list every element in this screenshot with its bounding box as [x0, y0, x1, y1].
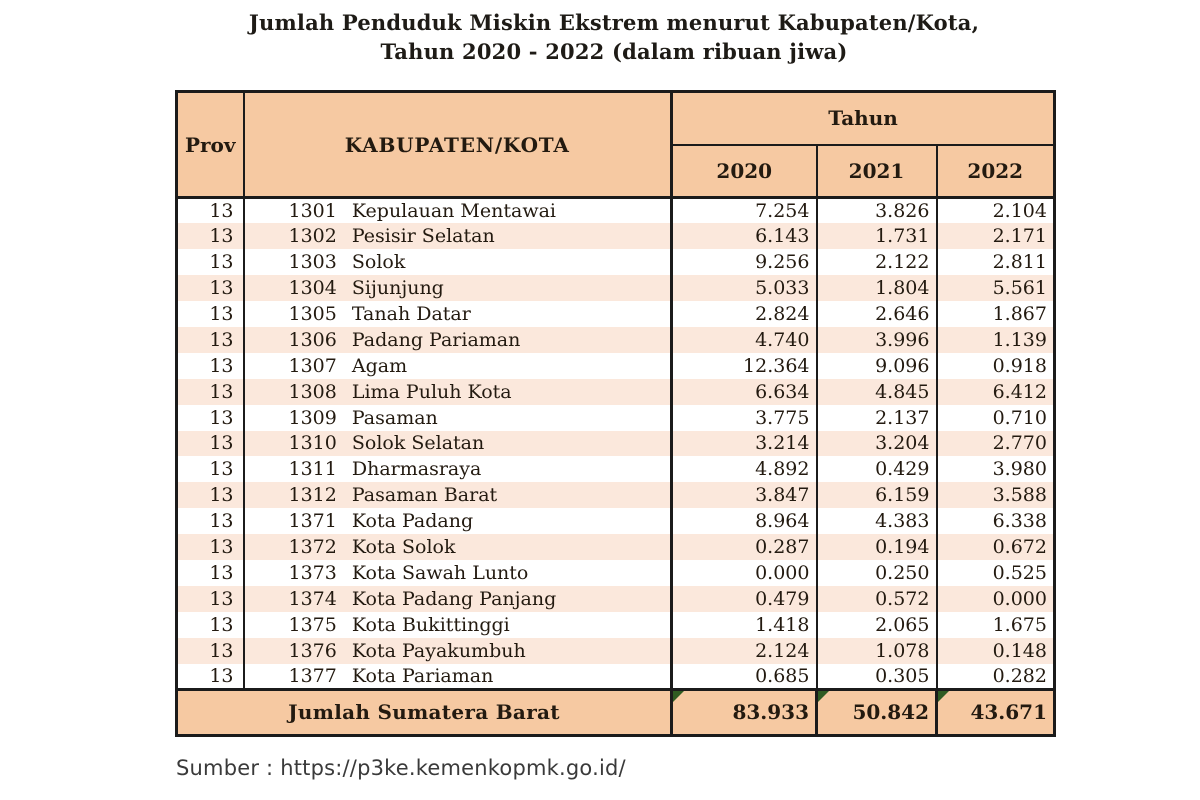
value-2022: 0.710 — [937, 405, 1055, 431]
prov-cell: 13 — [177, 456, 244, 482]
kabupaten-code: 1375 — [288, 613, 337, 636]
value-2021: 0.429 — [817, 456, 937, 482]
kabupaten-cell — [244, 379, 672, 405]
value-2020: 4.740 — [672, 327, 817, 353]
footer-total-2020 — [672, 689, 817, 735]
value-2020: 12.364 — [672, 353, 817, 379]
table-row — [177, 353, 1055, 379]
value-2020: 6.143 — [672, 223, 817, 249]
source-text: Sumber : https://p3ke.kemenkopmk.go.id/ — [176, 756, 626, 780]
kabupaten-cell — [244, 327, 672, 353]
table-row — [177, 327, 1055, 353]
value-2021: 3.826 — [817, 198, 937, 224]
table-body — [177, 198, 1055, 690]
title-line-2: Tahun 2020 - 2022 (dalam ribuan jiwa) — [380, 39, 848, 64]
value-2022: 2.770 — [937, 431, 1055, 457]
prov-cell: 13 — [177, 560, 244, 586]
table-row — [177, 223, 1055, 249]
header-prov: Prov — [177, 92, 244, 198]
value-2021: 2.065 — [817, 612, 937, 638]
kabupaten-code: 1371 — [288, 510, 337, 533]
kabupaten-name: Pasaman — [351, 406, 438, 429]
kabupaten-name: Kota Sawah Lunto — [351, 561, 529, 584]
value-2022: 0.282 — [937, 664, 1055, 690]
value-2021: 0.250 — [817, 560, 937, 586]
kabupaten-code: 1306 — [288, 328, 337, 351]
kabupaten-code: 1304 — [288, 277, 337, 300]
value-2020: 8.964 — [672, 508, 817, 534]
table-row — [177, 612, 1055, 638]
green-corner-triangle-icon — [673, 691, 684, 702]
value-2021: 9.096 — [817, 353, 937, 379]
kabupaten-code: 1373 — [288, 561, 337, 584]
table-row — [177, 405, 1055, 431]
value-2021: 0.194 — [817, 534, 937, 560]
kabupaten-cell — [244, 249, 672, 275]
value-2022: 6.412 — [937, 379, 1055, 405]
value-2022: 3.588 — [937, 482, 1055, 508]
green-corner-triangle-icon — [938, 691, 949, 702]
kabupaten-cell — [244, 534, 672, 560]
kabupaten-code: 1308 — [288, 380, 337, 403]
value-2021: 1.804 — [817, 275, 937, 301]
kabupaten-cell — [244, 664, 672, 690]
value-2021: 0.572 — [817, 586, 937, 612]
prov-cell: 13 — [177, 379, 244, 405]
kabupaten-name: Padang Pariaman — [351, 328, 521, 351]
kabupaten-cell — [244, 560, 672, 586]
value-2022: 1.139 — [937, 327, 1055, 353]
value-2020: 4.892 — [672, 456, 817, 482]
table-row — [177, 249, 1055, 275]
kabupaten-name: Solok Selatan — [351, 432, 485, 455]
value-2020: 0.287 — [672, 534, 817, 560]
kabupaten-code: 1311 — [288, 458, 337, 481]
value-2022: 1.675 — [937, 612, 1055, 638]
table-row — [177, 560, 1055, 586]
value-2021: 1.078 — [817, 638, 937, 664]
header-year-2022: 2022 — [937, 145, 1055, 198]
value-2020: 0.479 — [672, 586, 817, 612]
value-2020: 0.685 — [672, 664, 817, 690]
table-row — [177, 198, 1055, 224]
prov-cell: 13 — [177, 612, 244, 638]
kabupaten-code: 1303 — [288, 251, 337, 274]
prov-cell: 13 — [177, 327, 244, 353]
value-2020: 2.124 — [672, 638, 817, 664]
value-2020: 9.256 — [672, 249, 817, 275]
value-2022: 6.338 — [937, 508, 1055, 534]
table-row — [177, 638, 1055, 664]
value-2021: 6.159 — [817, 482, 937, 508]
prov-cell: 13 — [177, 249, 244, 275]
value-2022: 0.148 — [937, 638, 1055, 664]
header-year-2020: 2020 — [672, 145, 817, 198]
value-2020: 7.254 — [672, 198, 817, 224]
kabupaten-name: Kota Padang Panjang — [351, 587, 557, 610]
prov-cell: 13 — [177, 638, 244, 664]
value-2022: 0.918 — [937, 353, 1055, 379]
kabupaten-code: 1376 — [288, 639, 337, 662]
prov-cell: 13 — [177, 586, 244, 612]
table-row — [177, 456, 1055, 482]
kabupaten-cell — [244, 508, 672, 534]
prov-cell: 13 — [177, 275, 244, 301]
kabupaten-code: 1374 — [288, 587, 337, 610]
kabupaten-name: Sijunjung — [351, 277, 444, 300]
prov-cell: 13 — [177, 508, 244, 534]
value-2020: 3.214 — [672, 431, 817, 457]
value-2022: 0.525 — [937, 560, 1055, 586]
table-row — [177, 534, 1055, 560]
value-2021: 1.731 — [817, 223, 937, 249]
kabupaten-name: Kota Bukittinggi — [351, 613, 510, 636]
kabupaten-code: 1372 — [288, 536, 337, 559]
kabupaten-name: Kota Pariaman — [351, 664, 494, 687]
value-2022: 5.561 — [937, 275, 1055, 301]
footer-total-2022-value: 43.671 — [970, 700, 1047, 725]
kabupaten-name: Kota Payakumbuh — [351, 639, 526, 662]
value-2021: 2.646 — [817, 301, 937, 327]
kabupaten-name: Tanah Datar — [351, 303, 471, 325]
value-2021: 4.383 — [817, 508, 937, 534]
kabupaten-code: 1310 — [288, 432, 337, 455]
page-title — [175, 8, 1053, 66]
kabupaten-code: 1309 — [288, 406, 337, 429]
kabupaten-cell — [244, 456, 672, 482]
kabupaten-cell — [244, 223, 672, 249]
kabupaten-cell — [244, 405, 672, 431]
prov-cell: 13 — [177, 534, 244, 560]
table-row — [177, 275, 1055, 301]
kabupaten-cell — [244, 275, 672, 301]
kabupaten-cell — [244, 353, 672, 379]
value-2021: 0.305 — [817, 664, 937, 690]
prov-cell: 13 — [177, 664, 244, 690]
table-row — [177, 508, 1055, 534]
value-2022: 3.980 — [937, 456, 1055, 482]
prov-cell: 13 — [177, 198, 244, 224]
value-2022: 1.867 — [937, 301, 1055, 327]
header-row-tahun — [177, 92, 1055, 145]
value-2020: 3.847 — [672, 482, 817, 508]
kabupaten-name: Agam — [351, 354, 408, 377]
kabupaten-code: 1312 — [288, 484, 337, 507]
header-kabupaten-kota: KABUPATEN/KOTA — [244, 92, 672, 198]
table-row — [177, 301, 1055, 327]
header-tahun: Tahun — [672, 92, 1055, 145]
kabupaten-name: Pasaman Barat — [351, 484, 498, 507]
table-row — [177, 482, 1055, 508]
value-2021: 3.204 — [817, 431, 937, 457]
value-2020: 6.634 — [672, 379, 817, 405]
kabupaten-name: Pesisir Selatan — [351, 225, 495, 248]
kabupaten-name: Kota Solok — [351, 536, 456, 559]
footer-row — [177, 689, 1055, 735]
kabupaten-cell — [244, 431, 672, 457]
header-year-2021: 2021 — [817, 145, 937, 198]
value-2020: 3.775 — [672, 405, 817, 431]
value-2020: 5.033 — [672, 275, 817, 301]
kabupaten-code: 1307 — [288, 354, 337, 377]
green-corner-triangle-icon — [818, 691, 829, 702]
table-header — [177, 92, 1055, 198]
kabupaten-name: Kota Padang — [351, 510, 474, 533]
value-2021: 2.122 — [817, 249, 937, 275]
kabupaten-code: 1302 — [288, 225, 337, 248]
value-2020: 1.418 — [672, 612, 817, 638]
kabupaten-cell — [244, 301, 672, 327]
value-2022: 2.171 — [937, 223, 1055, 249]
table-footer — [177, 689, 1055, 735]
data-table — [175, 90, 1056, 737]
footer-total-2021-value: 50.842 — [852, 700, 929, 725]
value-2020: 0.000 — [672, 560, 817, 586]
kabupaten-cell — [244, 612, 672, 638]
value-2020: 2.824 — [672, 301, 817, 327]
kabupaten-cell — [244, 586, 672, 612]
kabupaten-code: 1305 — [288, 303, 337, 325]
kabupaten-name: Lima Puluh Kota — [351, 380, 512, 403]
prov-cell: 13 — [177, 301, 244, 327]
table-row — [177, 431, 1055, 457]
footer-total-2022 — [937, 689, 1055, 735]
value-2022: 2.811 — [937, 249, 1055, 275]
footer-label: Jumlah Sumatera Barat — [177, 689, 672, 735]
kabupaten-name: Dharmasraya — [351, 458, 482, 481]
table-container — [175, 90, 1056, 737]
value-2021: 3.996 — [817, 327, 937, 353]
kabupaten-code: 1301 — [288, 200, 337, 223]
table-row — [177, 586, 1055, 612]
table-row — [177, 664, 1055, 690]
kabupaten-code: 1377 — [288, 664, 337, 687]
prov-cell: 13 — [177, 405, 244, 431]
footer-total-2020-value: 83.933 — [732, 700, 809, 725]
value-2022: 0.000 — [937, 586, 1055, 612]
table-row — [177, 379, 1055, 405]
prov-cell: 13 — [177, 223, 244, 249]
kabupaten-name: Kepulauan Mentawai — [351, 200, 556, 223]
value-2021: 4.845 — [817, 379, 937, 405]
kabupaten-name: Solok — [351, 251, 406, 274]
value-2022: 0.672 — [937, 534, 1055, 560]
title-line-1: Jumlah Penduduk Miskin Ekstrem menurut Kabupaten/Kota, — [248, 10, 980, 35]
footer-total-2021 — [817, 689, 937, 735]
kabupaten-cell — [244, 638, 672, 664]
kabupaten-cell — [244, 198, 672, 224]
kabupaten-cell — [244, 482, 672, 508]
value-2022: 2.104 — [937, 198, 1055, 224]
value-2021: 2.137 — [817, 405, 937, 431]
prov-cell: 13 — [177, 431, 244, 457]
prov-cell: 13 — [177, 482, 244, 508]
prov-cell: 13 — [177, 353, 244, 379]
